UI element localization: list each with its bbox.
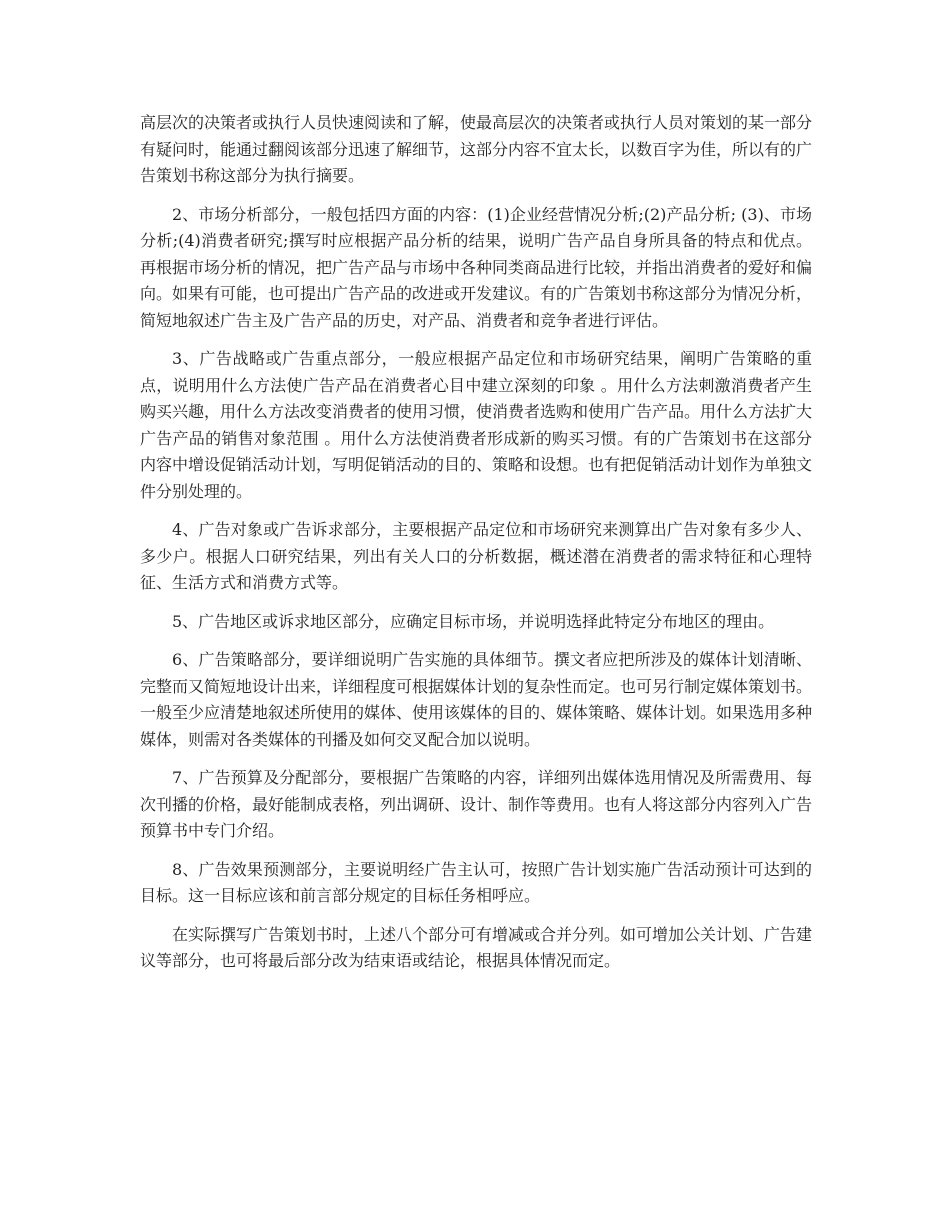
paragraph-ad-budget: 7、广告预算及分配部分，要根据广告策略的内容，详细列出媒体选用情况及所需费用、每次刊播的价格，最好能制成表格，列出调研、设计、制作等费用。也有人将这部分内容列入广告预算书中专门介绍。 xyxy=(140,768,813,840)
paragraph-ad-tactics: 6、广告策略部分，要详细说明广告实施的具体细节。撰文者应把所涉及的媒体计划清晰、完整而又简短地设计出来，详细程度可根据媒体计划的复杂性而定。也可另行制定媒体策划书。一般至少应清楚地叙述所使用的媒体、使用该媒体的目的、媒体策略、媒体计划。如果选用多种媒体，则需对各类媒体的刊播及如何交叉配合加以说明。 xyxy=(140,650,813,749)
paragraph-conclusion: 在实际撰写广告策划书时，上述八个部分可有增减或合并分列。如可增加公关计划、广告建议等部分，也可将最后部分改为结束语或结论，根据具体情况而定。 xyxy=(140,924,813,970)
paragraph-market-analysis: 2、市场分析部分，一般包括四方面的内容：(1)企业经营情况分析;(2)产品分析; (3)、市场分析;(4)消费者研究;撰写时应根据产品分析的结果，说明广告产品自身所具备的特点和优点。再根据市场分析的情况，把广告产品与市场中各种同类商品进行比较，并指出消费者的爱好和偏向。如果有可能，也可提出广告产品的改进或开发建议。有的广告策划书称这部分为情况分析，简短地叙述广告主及广告产品的历史，对产品、消费者和竞争者进行评估。 xyxy=(140,204,813,330)
paragraph-ad-region: 5、广告地区或诉求地区部分，应确定目标市场，并说明选择此特定分布地区的理由。 xyxy=(172,611,775,631)
paragraph-ad-strategy: 3、广告战略或广告重点部分，一般应根据产品定位和市场研究结果，阐明广告策略的重点，说明用什么方法使广告产品在消费者心目中建立深刻的印象 。用什么方法刺激消费者产生购买兴趣，用什么方法改变消费者的使用习惯，使消费者选购和使用广告产品。用什么方法扩大广告产品的销售对象范围 。用什么方法使消费者形成新的购买习惯。有的广告策划书在这部分内容中增设促销活动计划，写明促销活动的目的、策略和设想。也有把促销活动计划作为单独文件分别处理的。 xyxy=(140,349,813,501)
paragraph-intro-continuation: 高层次的决策者或执行人员快速阅读和了解，使最高层次的决策者或执行人员对策划的某一部分有疑问时，能通过翻阅该部分迅速了解细节，这部分内容不宜太长，以数百字为佳，所以有的广告策划书称这部分为执行摘要。 xyxy=(140,113,813,185)
document-page xyxy=(140,110,812,987)
paragraph-ad-target: 4、广告对象或广告诉求部分，主要根据产品定位和市场研究来测算出广告对象有多少人、多少户。根据人口研究结果，列出有关人口的分析数据，概述潜在消费者的需求特征和心理特征、生活方式和消费方式等。 xyxy=(140,520,812,592)
paragraph-ad-effect: 8、广告效果预测部分，主要说明经广告主认可，按照广告计划实施广告活动预计可达到的目标。这一目标应该和前言部分规定的目标任务相呼应。 xyxy=(140,859,812,905)
